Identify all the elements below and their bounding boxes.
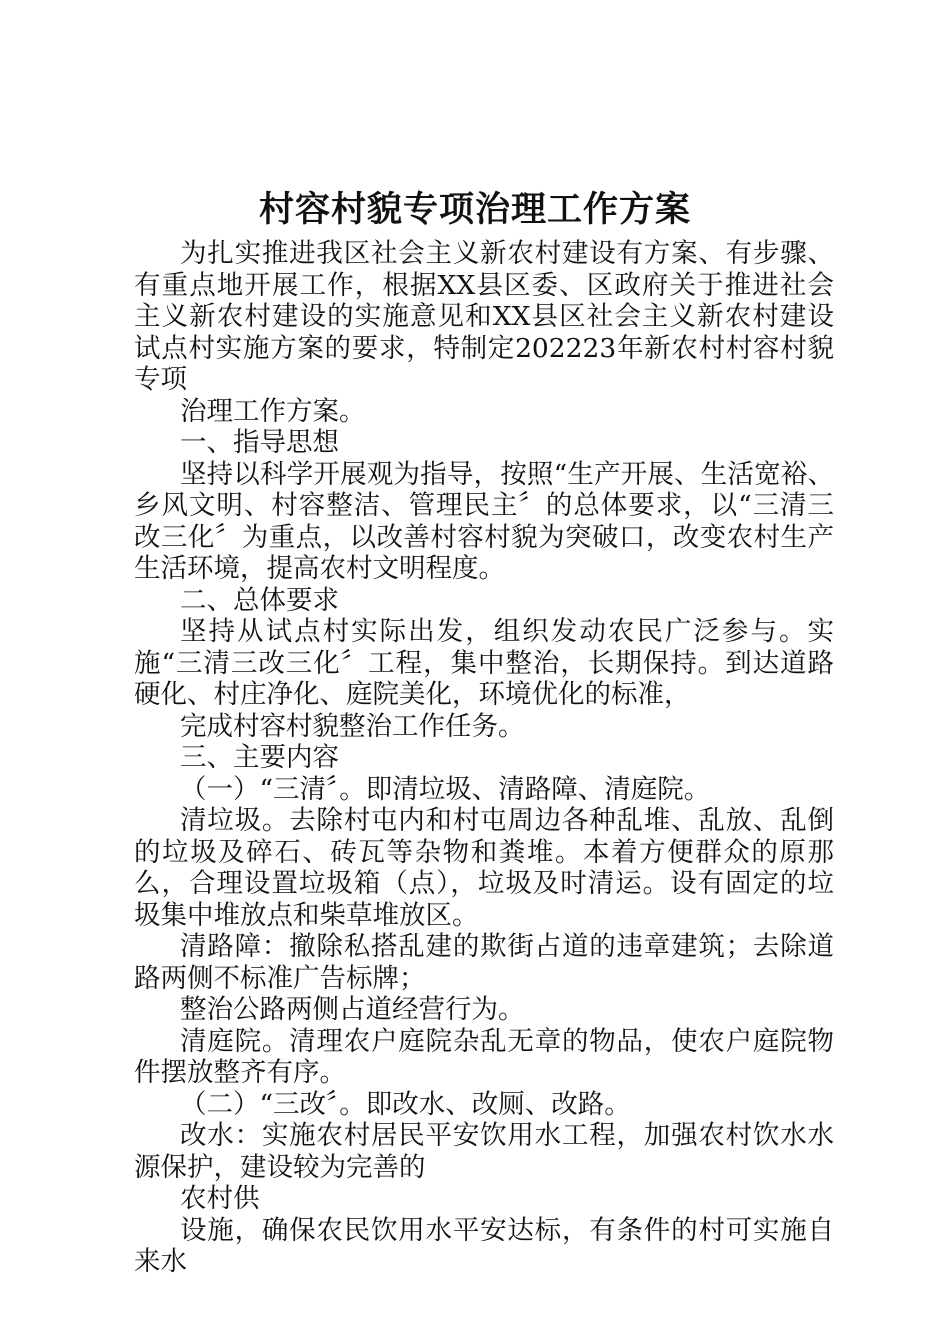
- paragraph-reform-water-fragment: 农村供: [180, 1183, 260, 1214]
- section-heading-main-content: 三、主要内容: [180, 742, 339, 773]
- document-body: [134, 238, 834, 1278]
- paragraph-reform-water: 改水：实施农村居民平安饮用水工程，加强农村饮水水源保护，建设较为完善的: [134, 1120, 834, 1183]
- document-title: 村容村貌专项治理工作方案: [258, 189, 691, 230]
- subsection-heading-three-clears: （一）“三清〞。即清垃圾、清路障、清庭院。: [180, 773, 711, 805]
- paragraph-intro-continued: 治理工作方案。: [180, 395, 366, 427]
- paragraph-guiding-ideology: 坚持以科学开展观为指导，按照“生产开展、生活宽裕、乡风文明、村容整洁、管理民主〞的总体要求，以“三清三改三化〞为重点，以改善村容村貌为突破口，改变农村生产生活环境，提高农村文明程度。: [134, 458, 834, 584]
- paragraph-overall-requirements: 坚持从试点村实际出发，组织发动农民广泛参与。实施“三清三改三化〞工程，集中整治，长期保持。到达道路硬化、村庄净化、庭院美化，环境优化的标准，: [134, 616, 834, 710]
- paragraph-clear-garbage: 清垃圾。去除村屯内和村屯周边各种乱堆、乱放、乱倒的垃圾及碎石、砖瓦等杂物和粪堆。本着方便群众的原那么，合理设置垃圾箱（点），垃圾及时清运。设有固定的垃圾集中堆放点和柴草堆放区。: [134, 805, 834, 931]
- subsection-heading-three-reforms: （二）“三改〞。即改水、改厕、改路。: [180, 1088, 631, 1120]
- paragraph-clear-roadblocks: 清路障：撤除私搭乱建的欺街占道的违章建筑；去除道路两侧不标准广告标牌；: [134, 931, 834, 994]
- paragraph-intro: 为扎实推进我区社会主义新农村建设有方案、有步骤、有重点地开展工作，根据XX县区委、区政府关于推进社会主义新农村建设的实施意见和XX县区社会主义新农村建设试点村实施方案的要求，特制定202223年新农村村容村貌专项: [134, 238, 834, 395]
- paragraph-clear-roadblocks-continued: 整治公路两侧占道经营行为。: [180, 994, 525, 1025]
- paragraph-clear-courtyards: 清庭院。清理农户庭院杂乱无章的物品，使农户庭院物件摆放整齐有序。: [134, 1025, 834, 1088]
- paragraph-overall-requirements-continued: 完成村容村貌整治工作任务。: [180, 710, 525, 742]
- section-heading-guiding-ideology: 一、指导思想: [180, 427, 339, 458]
- paragraph-reform-water-continued: 设施，确保农民饮用水平安达标，有条件的村可实施自来水: [134, 1214, 834, 1277]
- section-heading-overall-requirements: 二、总体要求: [180, 584, 339, 616]
